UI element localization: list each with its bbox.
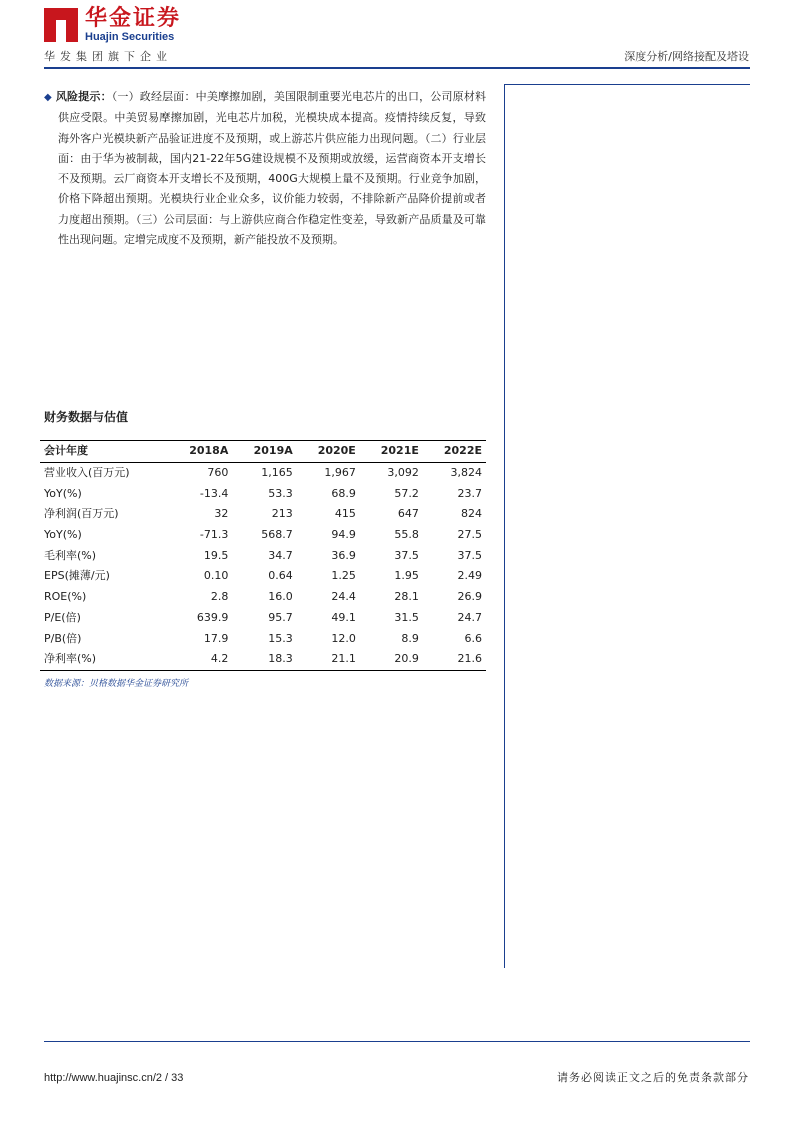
table-cell: -71.3 xyxy=(199,528,229,542)
table-row xyxy=(40,483,486,504)
table-row xyxy=(40,608,486,629)
table-cell: 55.8 xyxy=(394,528,419,542)
table-cell: 17.9 xyxy=(203,631,229,645)
row-label: ROE(%) xyxy=(44,590,87,604)
table-row xyxy=(40,504,486,525)
huajin-logo-icon xyxy=(44,8,78,42)
financial-table xyxy=(40,440,486,671)
risk-title: 风险提示： xyxy=(55,90,112,103)
row-label: 净利率(%) xyxy=(40,649,168,670)
table-cell: 12.0 xyxy=(331,631,356,645)
table-cell: 19.5 xyxy=(203,548,229,562)
table-cell: 21.1 xyxy=(297,649,360,670)
table-cell: 26.9 xyxy=(457,590,482,604)
financial-section-title: 财务数据与估值 xyxy=(44,410,129,424)
table-cell: 34.7 xyxy=(268,548,293,562)
table-cell: 4.2 xyxy=(168,649,232,670)
table-cell: 15.3 xyxy=(268,631,293,645)
table-row xyxy=(40,566,486,587)
table-cell: 31.5 xyxy=(394,610,419,624)
table-cell: 24.4 xyxy=(331,590,356,604)
table-cell: 639.9 xyxy=(196,610,229,624)
sidebar-panel xyxy=(504,84,750,968)
brand-name-en: Huajin Securities xyxy=(85,31,175,43)
row-label: 毛利率(%) xyxy=(44,548,97,562)
table-cell: 68.9 xyxy=(331,486,356,500)
column-header-year: 2021E xyxy=(360,441,423,463)
table-cell: 20.9 xyxy=(360,649,423,670)
table-cell: 1,967 xyxy=(324,466,356,480)
table-cell: 3,092 xyxy=(387,466,419,480)
table-cell: 824 xyxy=(461,507,482,521)
row-label: YoY(%) xyxy=(44,486,82,500)
table-cell: 647 xyxy=(397,507,419,521)
table-cell: 16.0 xyxy=(268,590,293,604)
table-cell: 37.5 xyxy=(457,548,482,562)
table-cell: 3,824 xyxy=(450,466,482,480)
table-cell: 8.9 xyxy=(401,631,419,645)
row-label: P/E(倍) xyxy=(44,610,81,624)
footer-divider xyxy=(44,1041,750,1042)
table-cell: 37.5 xyxy=(394,548,419,562)
column-header-year: 2022E xyxy=(423,441,486,463)
group-tagline: 华发集团旗下企业 xyxy=(44,50,172,63)
footer-url-page: http://www.huajinsc.cn/2 / 33 xyxy=(44,1072,184,1084)
table-cell: 415 xyxy=(334,507,356,521)
table-row xyxy=(40,628,486,649)
diamond-bullet-icon: ◆ xyxy=(44,92,52,103)
header-divider xyxy=(44,67,750,69)
table-cell: 0.10 xyxy=(203,569,229,583)
table-row xyxy=(40,462,486,483)
table-cell: 1.95 xyxy=(394,569,419,583)
table-cell: -13.4 xyxy=(199,486,229,500)
table-row xyxy=(40,649,486,670)
table-cell: 6.6 xyxy=(464,631,482,645)
brand-name-cn: 华金证券 xyxy=(85,6,182,31)
table-row xyxy=(40,525,486,546)
table-header-row xyxy=(40,441,486,463)
footer-disclaimer: 请务必阅读正文之后的免责条款部分 xyxy=(557,1071,749,1084)
column-header-year: 2020E xyxy=(297,441,360,463)
risk-body: （一）政经层面：中美摩擦加剧，美国限制重要光电芯片的出口，公司原材料供应受限。中美贸易摩擦加剧，光电芯片加税，光模块成本提高。疫情持续反复，导致海外客户光模块新产品验证进度不及预期，或上游芯片供应能力出现问题。（二）行业层面：由于华为被制裁，国内21-22年5G建设规模不及预期或放缓，运营商资本开支增长不及预期。云厂商资本开支增长不及预期，400G大规模上量不及预期。行业竞争加剧，价格下降超出预期。光模块行业企业众多，议价能力较弱，不排除新产品降价提前或者力度超出预期。（三）公司层面：与上游供应商合作稳定性变差，导致新产品质量及可靠性出现问题。定增完成度不及预期，新产能投放不及预期。 xyxy=(58,90,486,247)
table-cell: 0.64 xyxy=(268,569,293,583)
row-label: 营业收入(百万元) xyxy=(44,466,130,480)
table-cell: 28.1 xyxy=(394,590,419,604)
risk-warning-section xyxy=(44,87,486,250)
table-cell: 1.25 xyxy=(331,569,356,583)
column-header-year: 2019A xyxy=(232,441,296,463)
table-cell: 2.49 xyxy=(457,569,482,583)
table-cell: 36.9 xyxy=(331,548,356,562)
table-cell: 23.7 xyxy=(457,486,482,500)
table-cell: 32 xyxy=(214,507,229,521)
table-row xyxy=(40,545,486,566)
table-cell: 57.2 xyxy=(394,486,419,500)
table-cell: 213 xyxy=(271,507,293,521)
table-cell: 53.3 xyxy=(268,486,293,500)
table-cell: 27.5 xyxy=(457,528,482,542)
data-source-note: 数据来源：贝格数据华金证券研究所 xyxy=(44,679,189,689)
row-label: YoY(%) xyxy=(44,528,82,542)
row-label: P/B(倍) xyxy=(44,631,82,645)
column-header-label: 会计年度 xyxy=(40,441,168,463)
table-cell: 94.9 xyxy=(331,528,356,542)
table-cell: 2.8 xyxy=(210,590,229,604)
table-cell: 568.7 xyxy=(261,528,293,542)
table-cell: 18.3 xyxy=(232,649,296,670)
table-row xyxy=(40,587,486,608)
row-label: EPS(摊薄/元) xyxy=(44,569,110,583)
column-header-year: 2018A xyxy=(168,441,232,463)
table-cell: 760 xyxy=(207,466,229,480)
table-cell: 1,165 xyxy=(261,466,293,480)
table-cell: 24.7 xyxy=(457,610,482,624)
table-cell: 49.1 xyxy=(331,610,356,624)
row-label: 净利润(百万元) xyxy=(44,507,119,521)
table-cell: 95.7 xyxy=(268,610,293,624)
document-type: 深度分析/网络接配及塔设 xyxy=(624,50,749,63)
table-cell: 21.6 xyxy=(423,649,486,670)
